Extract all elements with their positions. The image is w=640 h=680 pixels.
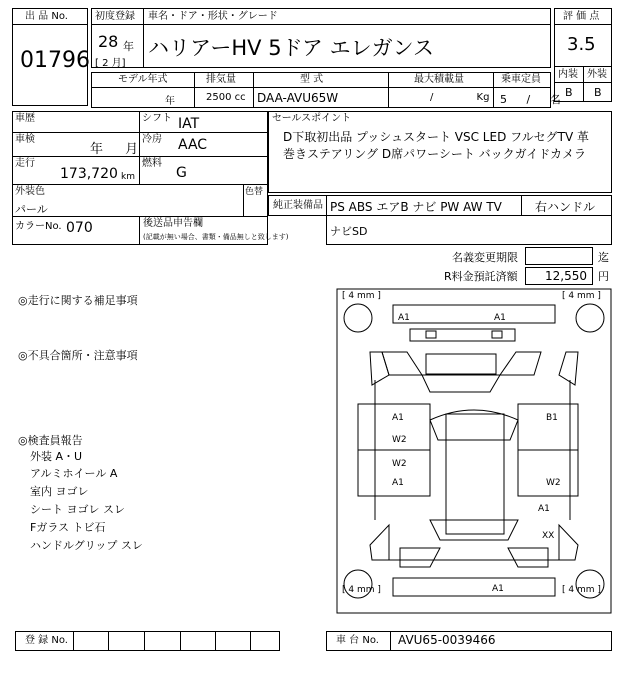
name-change-unit: 迄 — [598, 251, 609, 264]
first-reg-year-unit: 年 — [123, 40, 134, 53]
fuel-label: 燃料 — [142, 158, 162, 169]
inspector-line: シート ヨゴレ スレ — [30, 503, 125, 516]
tire-front-right — [576, 304, 604, 332]
inspector-line: アルミホイール A — [30, 467, 118, 480]
docs-label: 後送品申告欄 — [143, 218, 203, 229]
max-load: / Kg — [430, 92, 490, 103]
mark-left-front-door-1: A1 — [392, 413, 404, 423]
lot-no-label: 出 品 No. — [25, 11, 68, 22]
max-load-label: 最大積載量 — [414, 74, 464, 85]
first-reg-year: 28 — [98, 32, 119, 51]
equipment-label: 純正装備品 — [273, 200, 323, 211]
inspection-label: 車検 — [15, 134, 35, 145]
sales-points-label: セールスポイント — [272, 113, 352, 124]
rear-bumper-outline — [393, 578, 555, 596]
score-label: 評 価 点 — [563, 11, 600, 22]
car-name: ハリアーHV 5ドア エレガンス — [148, 36, 434, 60]
tire-bl-label: [ 4 mm ] — [342, 585, 381, 595]
color-no: 070 — [66, 220, 93, 236]
exterior-color: パール — [15, 203, 48, 216]
mark-left-rear-door-1: W2 — [392, 459, 407, 469]
sales-line-2: 巻きステアリング D席パワーシート バックガイドカメラ — [283, 147, 586, 161]
mark-right-rear-quarter: A1 — [538, 504, 550, 514]
chassis-no: AVU65-0039466 — [398, 633, 496, 647]
mark-left-front-door-2: W2 — [392, 435, 407, 445]
exterior-grade: B — [594, 86, 602, 99]
recycle-unit: 円 — [598, 270, 609, 283]
rear-window — [430, 520, 518, 540]
exterior-label: 外装 — [587, 69, 607, 80]
inspector-report-label: ◎検査員報告 — [18, 434, 83, 447]
mileage: 173,720 — [60, 166, 118, 182]
tire-tr-label: [ 4 mm ] — [562, 291, 601, 301]
mark-right-rear-door: W2 — [546, 478, 561, 488]
inspection: 年 月 — [90, 142, 139, 157]
history-label: 車歴 — [15, 113, 35, 124]
type-label: 型 式 — [300, 74, 324, 85]
driving-notes-label: ◎走行に関する補足事項 — [18, 294, 138, 307]
mark-right-rear-lamp: XX — [542, 531, 555, 541]
displacement-label: 排気量 — [206, 74, 236, 85]
inspector-line: Fガラス トビ石 — [30, 521, 106, 534]
mileage-unit: km — [121, 172, 135, 182]
defects-label: ◎不具合箇所・注意事項 — [18, 349, 138, 362]
ac: AAC — [178, 137, 208, 153]
mark-front-bumper-left: A1 — [398, 313, 410, 323]
recycle-label: R料金預託済額 — [444, 270, 518, 283]
mark-rear-bumper: A1 — [492, 584, 504, 594]
registration-no-label: 登 録 No. — [25, 635, 68, 646]
car-name-label: 車名・ドア・形状・グレード — [148, 11, 278, 22]
tire-br-label: [ 4 mm ] — [562, 585, 601, 595]
score: 3.5 — [567, 34, 596, 55]
interior-label: 内装 — [558, 69, 578, 80]
shift-label: シフト — [142, 113, 172, 124]
roof — [446, 414, 504, 534]
equipment: PS ABS エアB ナビ PW AW TV — [330, 200, 502, 214]
color-change-label: 色替 — [245, 187, 264, 197]
recycle-value: 12,550 — [545, 269, 587, 283]
color-no-label: カラーNo. — [15, 221, 62, 232]
tire-tl-label: [ 4 mm ] — [342, 291, 381, 301]
steering: 右ハンドル — [535, 200, 596, 214]
first-reg-label: 初度登録 — [95, 11, 135, 22]
inspector-line: 室内 ヨゴレ — [30, 485, 89, 498]
model-year-label: モデル年式 — [118, 74, 168, 85]
ac-label: 冷房 — [142, 134, 162, 145]
fuel: G — [176, 165, 187, 181]
chassis-no-label: 車 台 No. — [336, 635, 379, 646]
interior-grade: B — [565, 86, 573, 99]
shift: IAT — [178, 116, 200, 132]
inspector-line: ハンドルグリップ スレ — [30, 539, 143, 552]
inspector-line: 外装 A・U — [30, 450, 83, 463]
capacity: 5 / 名 — [500, 93, 561, 106]
model-year-unit: 年 — [165, 96, 175, 107]
tire-front-left — [344, 304, 372, 332]
type: DAA-AVU65W — [257, 91, 339, 105]
displacement: 2500 cc — [206, 92, 246, 103]
lot-no: 01796 — [20, 48, 90, 73]
name-change-box — [525, 247, 593, 265]
docs-value: ナビSD — [330, 225, 368, 238]
mark-left-rear-door-2: A1 — [392, 478, 404, 488]
first-reg-month: [ 2 月] — [95, 58, 126, 69]
car-damage-diagram — [336, 288, 612, 614]
capacity-label: 乗車定員 — [501, 74, 541, 85]
docs-note: (記載が無い場合、書類・備品無しと致します) — [143, 233, 289, 241]
exterior-color-label: 外装色 — [15, 186, 45, 197]
front-bumper-outline — [393, 305, 555, 323]
mileage-label: 走行 — [15, 158, 35, 169]
mark-front-bumper-right: A1 — [494, 313, 506, 323]
sales-line-1: D下取初出品 プッシュスタート VSC LED フルセグTV 革 — [283, 130, 590, 144]
name-change-label: 名義変更期限 — [452, 251, 518, 264]
mark-right-front-door: B1 — [546, 413, 558, 423]
